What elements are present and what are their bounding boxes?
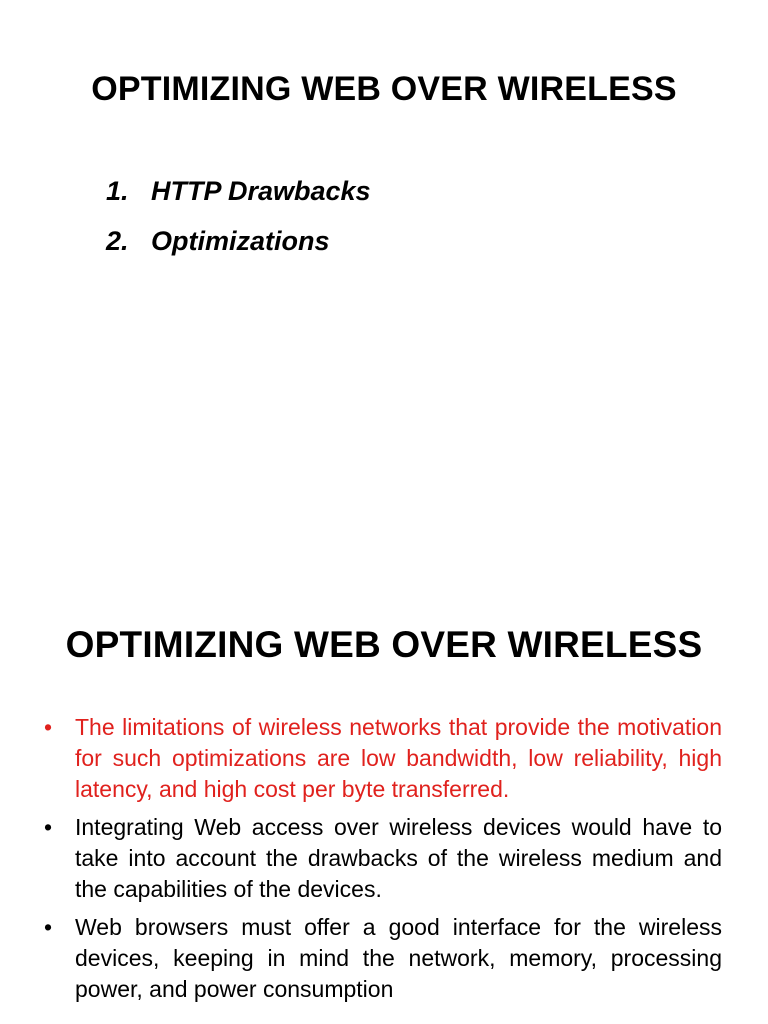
slide-2	[0, 576, 768, 1024]
bullet-icon: •	[44, 714, 53, 740]
bullet-icon: •	[44, 914, 53, 940]
outline-item-number: 1.	[106, 176, 129, 206]
bullet-list	[44, 712, 722, 1012]
bullet-text: Integrating Web access over wireless devices would have to take into account the drawbacks of the wireless medium and the capabilities of the devices.	[75, 814, 722, 902]
bullet-item	[44, 712, 722, 805]
bullet-text: Web browsers must offer a good interface for the wireless devices, keeping in mind the network, memory, processing power, and power consumption	[75, 914, 722, 1002]
bullet-icon: •	[44, 814, 53, 840]
slide-1-title: OPTIMIZING WEB OVER WIRELESS	[91, 70, 677, 108]
outline-item-text: HTTP Drawbacks	[151, 176, 371, 206]
bullet-item	[44, 912, 722, 1005]
outline-item	[106, 222, 371, 272]
bullet-item	[44, 812, 722, 905]
outline-item-number: 2.	[106, 226, 129, 256]
outline-item	[106, 172, 371, 222]
slide-2-title: OPTIMIZING WEB OVER WIRELESS	[65, 624, 703, 665]
outline-item-text: Optimizations	[151, 226, 330, 256]
bullet-text: The limitations of wireless networks that provide the motivation for such optimizations are low bandwidth, low reliability, high latency, and high cost per byte transferred.	[75, 714, 722, 802]
outline-list	[106, 172, 371, 272]
